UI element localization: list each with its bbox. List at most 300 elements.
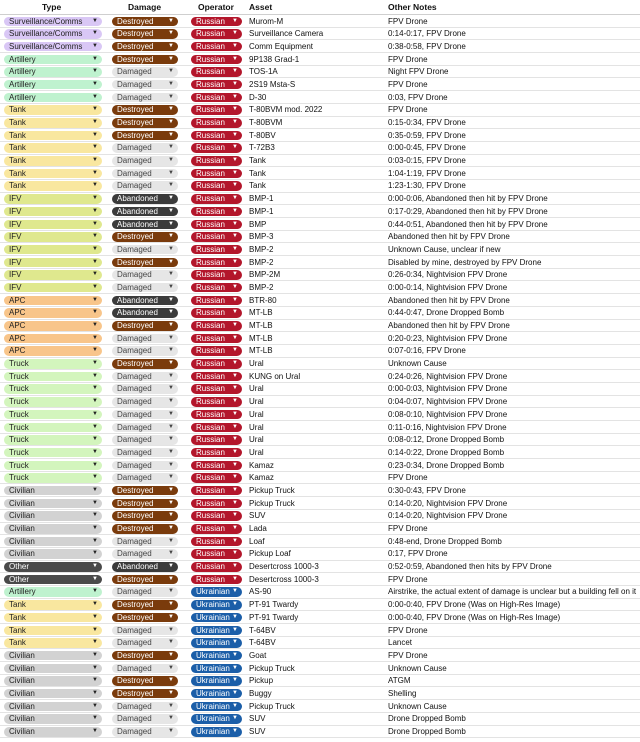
- type-dropdown[interactable]: [4, 80, 102, 90]
- type-dropdown[interactable]: [4, 220, 102, 230]
- type-dropdown[interactable]: [4, 397, 102, 407]
- asset-cell[interactable]: Ural: [249, 359, 264, 369]
- type-dropdown[interactable]: [4, 613, 102, 623]
- asset-cell[interactable]: Lada: [249, 524, 267, 533]
- damage-dropdown[interactable]: [112, 664, 178, 674]
- type-dropdown[interactable]: [4, 321, 102, 331]
- type-dropdown[interactable]: [4, 143, 102, 153]
- dropdown-arrow-icon[interactable]: ▼: [168, 461, 174, 468]
- dropdown-arrow-icon[interactable]: ▼: [168, 309, 174, 316]
- damage-dropdown[interactable]: [112, 207, 178, 217]
- asset-cell[interactable]: Loaf: [249, 536, 265, 546]
- notes-cell[interactable]: Abandoned then hit by FPV Drone: [388, 232, 510, 242]
- dropdown-arrow-icon[interactable]: ▼: [232, 689, 238, 696]
- dropdown-arrow-icon[interactable]: ▼: [92, 512, 98, 519]
- dropdown-arrow-icon[interactable]: ▼: [92, 296, 98, 303]
- dropdown-arrow-icon[interactable]: ▼: [92, 728, 98, 734]
- asset-cell[interactable]: Ural: [249, 409, 264, 419]
- operator-dropdown[interactable]: [191, 384, 242, 394]
- asset-cell[interactable]: Surveillance Camera: [249, 29, 324, 39]
- operator-dropdown[interactable]: [191, 423, 242, 433]
- notes-cell[interactable]: Disabled by mine, destroyed by FPV Drone: [388, 257, 542, 267]
- type-dropdown[interactable]: [4, 308, 102, 318]
- dropdown-arrow-icon[interactable]: ▼: [168, 601, 174, 608]
- damage-dropdown[interactable]: [112, 511, 178, 521]
- dropdown-arrow-icon[interactable]: ▼: [168, 689, 174, 696]
- dropdown-arrow-icon[interactable]: ▼: [168, 131, 174, 138]
- dropdown-arrow-icon[interactable]: ▼: [232, 651, 238, 658]
- dropdown-arrow-icon[interactable]: ▼: [92, 106, 98, 113]
- operator-dropdown[interactable]: [191, 549, 242, 559]
- damage-dropdown[interactable]: [112, 714, 178, 724]
- dropdown-arrow-icon[interactable]: ▼: [168, 245, 174, 252]
- dropdown-arrow-icon[interactable]: ▼: [168, 398, 174, 405]
- damage-dropdown[interactable]: [112, 17, 178, 27]
- dropdown-arrow-icon[interactable]: ▼: [92, 664, 98, 671]
- operator-dropdown[interactable]: [191, 67, 242, 77]
- dropdown-arrow-icon[interactable]: ▼: [92, 550, 98, 557]
- notes-cell[interactable]: 0:24-0:26, Nightvision FPV Drone: [388, 371, 508, 381]
- operator-dropdown[interactable]: [191, 80, 242, 90]
- notes-cell[interactable]: 0:08-0:12, Drone Dropped Bomb: [388, 435, 505, 445]
- type-dropdown[interactable]: [4, 524, 102, 534]
- dropdown-arrow-icon[interactable]: ▼: [92, 436, 98, 443]
- damage-dropdown[interactable]: [112, 676, 178, 686]
- damage-dropdown[interactable]: [112, 232, 178, 242]
- damage-dropdown[interactable]: [112, 245, 178, 255]
- dropdown-arrow-icon[interactable]: ▼: [232, 525, 238, 531]
- operator-dropdown[interactable]: [191, 397, 242, 407]
- damage-dropdown[interactable]: [112, 346, 178, 356]
- damage-dropdown[interactable]: [112, 258, 178, 268]
- asset-cell[interactable]: SUV: [249, 511, 266, 521]
- dropdown-arrow-icon[interactable]: ▼: [168, 550, 174, 557]
- operator-dropdown[interactable]: [191, 296, 242, 306]
- notes-cell[interactable]: 0:07-0:16, FPV Drone: [388, 346, 466, 356]
- dropdown-arrow-icon[interactable]: ▼: [232, 347, 238, 354]
- header-notes[interactable]: Other Notes: [388, 2, 437, 12]
- dropdown-arrow-icon[interactable]: ▼: [168, 677, 174, 684]
- dropdown-arrow-icon[interactable]: ▼: [92, 563, 98, 570]
- asset-cell[interactable]: Kamaz: [249, 473, 274, 483]
- damage-dropdown[interactable]: [112, 435, 178, 445]
- asset-cell[interactable]: 9P138 Grad-1: [249, 54, 300, 64]
- operator-dropdown[interactable]: [191, 232, 242, 242]
- type-dropdown[interactable]: [4, 105, 102, 115]
- notes-cell[interactable]: 0:48-end, Drone Dropped Bomb: [388, 536, 502, 546]
- damage-dropdown[interactable]: [112, 448, 178, 458]
- notes-cell[interactable]: Unknown Cause, unclear if new: [388, 244, 501, 254]
- asset-cell[interactable]: Ural: [249, 397, 264, 407]
- asset-cell[interactable]: Ural: [249, 447, 264, 457]
- dropdown-arrow-icon[interactable]: ▼: [92, 309, 98, 316]
- operator-dropdown[interactable]: [191, 131, 242, 141]
- damage-dropdown[interactable]: [112, 600, 178, 610]
- dropdown-arrow-icon[interactable]: ▼: [232, 499, 238, 506]
- dropdown-arrow-icon[interactable]: ▼: [92, 626, 98, 633]
- operator-dropdown[interactable]: [191, 194, 242, 204]
- header-damage[interactable]: Damage: [128, 2, 162, 12]
- dropdown-arrow-icon[interactable]: ▼: [168, 283, 174, 290]
- asset-cell[interactable]: Buggy: [249, 688, 272, 698]
- type-dropdown[interactable]: [4, 296, 102, 306]
- type-dropdown[interactable]: [4, 29, 102, 39]
- damage-dropdown[interactable]: [112, 308, 178, 318]
- damage-dropdown[interactable]: [112, 651, 178, 661]
- damage-dropdown[interactable]: [112, 181, 178, 191]
- notes-cell[interactable]: Unknown Cause: [388, 663, 447, 673]
- notes-cell[interactable]: 0:14-0:20, Nightvision FPV Drone: [388, 498, 508, 508]
- asset-cell[interactable]: MT-LB: [249, 308, 273, 318]
- asset-cell[interactable]: TOS-1A: [249, 67, 278, 77]
- dropdown-arrow-icon[interactable]: ▼: [92, 93, 98, 100]
- dropdown-arrow-icon[interactable]: ▼: [232, 157, 238, 164]
- dropdown-arrow-icon[interactable]: ▼: [232, 550, 238, 557]
- dropdown-arrow-icon[interactable]: ▼: [92, 461, 98, 468]
- operator-dropdown[interactable]: [191, 587, 242, 597]
- type-dropdown[interactable]: [4, 118, 102, 128]
- type-dropdown[interactable]: [4, 562, 102, 572]
- asset-cell[interactable]: T-80BV: [249, 130, 276, 140]
- asset-cell[interactable]: Pickup Truck: [249, 498, 295, 508]
- notes-cell[interactable]: Airstrike, the actual extent of damage is unclear but a building fell on it: [388, 587, 637, 597]
- operator-dropdown[interactable]: [191, 156, 242, 166]
- damage-dropdown[interactable]: [112, 80, 178, 90]
- dropdown-arrow-icon[interactable]: ▼: [232, 664, 238, 671]
- damage-dropdown[interactable]: [112, 702, 178, 712]
- operator-dropdown[interactable]: [191, 270, 242, 280]
- header-operator[interactable]: Operator: [198, 2, 234, 12]
- dropdown-arrow-icon[interactable]: ▼: [232, 195, 238, 202]
- damage-dropdown[interactable]: [112, 156, 178, 166]
- operator-dropdown[interactable]: [191, 169, 242, 179]
- dropdown-arrow-icon[interactable]: ▼: [92, 601, 98, 608]
- operator-dropdown[interactable]: [191, 334, 242, 344]
- dropdown-arrow-icon[interactable]: ▼: [168, 106, 174, 113]
- damage-dropdown[interactable]: [112, 220, 178, 230]
- dropdown-arrow-icon[interactable]: ▼: [168, 220, 174, 227]
- dropdown-arrow-icon[interactable]: ▼: [92, 499, 98, 506]
- operator-dropdown[interactable]: [191, 207, 242, 217]
- type-dropdown[interactable]: [4, 626, 102, 636]
- dropdown-arrow-icon[interactable]: ▼: [232, 423, 238, 430]
- damage-dropdown[interactable]: [112, 270, 178, 280]
- dropdown-arrow-icon[interactable]: ▼: [168, 17, 174, 24]
- asset-cell[interactable]: Pickup Truck: [249, 663, 295, 673]
- dropdown-arrow-icon[interactable]: ▼: [92, 360, 98, 367]
- damage-dropdown[interactable]: [112, 549, 178, 559]
- damage-dropdown[interactable]: [112, 105, 178, 115]
- notes-cell[interactable]: 0:17, FPV Drone: [388, 549, 448, 559]
- type-dropdown[interactable]: [4, 207, 102, 217]
- asset-cell[interactable]: Pickup Truck: [249, 485, 295, 495]
- dropdown-arrow-icon[interactable]: ▼: [92, 537, 98, 544]
- operator-dropdown[interactable]: [191, 575, 242, 585]
- header-asset[interactable]: Asset: [249, 2, 273, 12]
- notes-cell[interactable]: 0:44-0:47, Drone Dropped Bomb: [388, 308, 505, 318]
- damage-dropdown[interactable]: [112, 321, 178, 331]
- operator-dropdown[interactable]: [191, 461, 242, 471]
- type-dropdown[interactable]: [4, 651, 102, 661]
- notes-cell[interactable]: 0:20-0:23, Nightvision FPV Drone: [388, 333, 508, 343]
- dropdown-arrow-icon[interactable]: ▼: [92, 80, 98, 87]
- notes-cell[interactable]: FPV Drone: [388, 473, 428, 483]
- asset-cell[interactable]: SUV: [249, 727, 266, 736]
- damage-dropdown[interactable]: [112, 499, 178, 509]
- dropdown-arrow-icon[interactable]: ▼: [232, 245, 238, 252]
- operator-dropdown[interactable]: [191, 321, 242, 331]
- dropdown-arrow-icon[interactable]: ▼: [92, 372, 98, 379]
- dropdown-arrow-icon[interactable]: ▼: [92, 525, 98, 531]
- dropdown-arrow-icon[interactable]: ▼: [168, 271, 174, 278]
- dropdown-arrow-icon[interactable]: ▼: [92, 55, 98, 62]
- dropdown-arrow-icon[interactable]: ▼: [92, 157, 98, 164]
- damage-dropdown[interactable]: [112, 524, 178, 534]
- type-dropdown[interactable]: [4, 156, 102, 166]
- dropdown-arrow-icon[interactable]: ▼: [232, 537, 238, 544]
- dropdown-arrow-icon[interactable]: ▼: [92, 144, 98, 151]
- notes-cell[interactable]: 1:23-1:30, FPV Drone: [388, 181, 466, 191]
- dropdown-arrow-icon[interactable]: ▼: [168, 233, 174, 240]
- type-dropdown[interactable]: [4, 270, 102, 280]
- dropdown-arrow-icon[interactable]: ▼: [168, 296, 174, 303]
- damage-dropdown[interactable]: [112, 29, 178, 39]
- type-dropdown[interactable]: [4, 587, 102, 597]
- asset-cell[interactable]: BMP-2: [249, 282, 274, 292]
- dropdown-arrow-icon[interactable]: ▼: [232, 144, 238, 151]
- dropdown-arrow-icon[interactable]: ▼: [92, 119, 98, 125]
- type-dropdown[interactable]: [4, 499, 102, 509]
- dropdown-arrow-icon[interactable]: ▼: [92, 207, 98, 214]
- asset-cell[interactable]: PT-91 Twardy: [249, 612, 299, 622]
- type-dropdown[interactable]: [4, 486, 102, 496]
- operator-dropdown[interactable]: [191, 42, 242, 52]
- type-dropdown[interactable]: [4, 181, 102, 191]
- notes-cell[interactable]: 0:11-0:16, Nightvision FPV Drone: [388, 422, 507, 432]
- dropdown-arrow-icon[interactable]: ▼: [168, 410, 174, 417]
- dropdown-arrow-icon[interactable]: ▼: [232, 80, 238, 87]
- dropdown-arrow-icon[interactable]: ▼: [168, 639, 174, 646]
- asset-cell[interactable]: Goat: [249, 650, 267, 660]
- dropdown-arrow-icon[interactable]: ▼: [92, 271, 98, 278]
- notes-cell[interactable]: 0:14-0:20, Nightvision FPV Drone: [388, 511, 508, 521]
- operator-dropdown[interactable]: [191, 93, 242, 103]
- dropdown-arrow-icon[interactable]: ▼: [92, 588, 98, 595]
- type-dropdown[interactable]: [4, 245, 102, 255]
- type-dropdown[interactable]: [4, 676, 102, 686]
- damage-dropdown[interactable]: [112, 194, 178, 204]
- notes-cell[interactable]: FPV Drone: [388, 16, 428, 26]
- dropdown-arrow-icon[interactable]: ▼: [168, 157, 174, 164]
- type-dropdown[interactable]: [4, 423, 102, 433]
- dropdown-arrow-icon[interactable]: ▼: [92, 169, 98, 176]
- type-dropdown[interactable]: [4, 232, 102, 242]
- notes-cell[interactable]: Shelling: [388, 688, 417, 698]
- notes-cell[interactable]: 0:14-0:22, Drone Dropped Bomb: [388, 447, 505, 457]
- asset-cell[interactable]: Tank: [249, 181, 266, 191]
- dropdown-arrow-icon[interactable]: ▼: [168, 207, 174, 214]
- damage-dropdown[interactable]: [112, 359, 178, 369]
- dropdown-arrow-icon[interactable]: ▼: [232, 207, 238, 214]
- dropdown-arrow-icon[interactable]: ▼: [92, 30, 98, 37]
- damage-dropdown[interactable]: [112, 296, 178, 306]
- operator-dropdown[interactable]: [191, 499, 242, 509]
- dropdown-arrow-icon[interactable]: ▼: [92, 689, 98, 696]
- dropdown-arrow-icon[interactable]: ▼: [168, 436, 174, 443]
- dropdown-arrow-icon[interactable]: ▼: [92, 575, 98, 582]
- dropdown-arrow-icon[interactable]: ▼: [232, 182, 238, 189]
- dropdown-arrow-icon[interactable]: ▼: [232, 17, 238, 24]
- notes-cell[interactable]: Drone Dropped Bomb: [388, 727, 466, 736]
- operator-dropdown[interactable]: [191, 55, 242, 65]
- dropdown-arrow-icon[interactable]: ▼: [168, 80, 174, 87]
- notes-cell[interactable]: 0:52-0:59, Abandoned then hits by FPV Drone: [388, 562, 552, 572]
- asset-cell[interactable]: Tank: [249, 168, 266, 178]
- notes-cell[interactable]: Night FPV Drone: [388, 67, 449, 77]
- operator-dropdown[interactable]: [191, 651, 242, 661]
- damage-dropdown[interactable]: [112, 562, 178, 572]
- notes-cell[interactable]: 0:00-0:14, Nightvision FPV Drone: [388, 282, 508, 292]
- operator-dropdown[interactable]: [191, 638, 242, 648]
- dropdown-arrow-icon[interactable]: ▼: [168, 715, 174, 722]
- notes-cell[interactable]: 0:00-0:03, Nightvision FPV Drone: [388, 384, 508, 394]
- operator-dropdown[interactable]: [191, 676, 242, 686]
- dropdown-arrow-icon[interactable]: ▼: [92, 677, 98, 684]
- asset-cell[interactable]: BMP: [249, 219, 267, 229]
- dropdown-arrow-icon[interactable]: ▼: [232, 398, 238, 405]
- operator-dropdown[interactable]: [191, 372, 242, 382]
- dropdown-arrow-icon[interactable]: ▼: [92, 283, 98, 290]
- operator-dropdown[interactable]: [191, 105, 242, 115]
- asset-cell[interactable]: PT-91 Twardy: [249, 600, 299, 610]
- dropdown-arrow-icon[interactable]: ▼: [232, 233, 238, 240]
- type-dropdown[interactable]: [4, 17, 102, 27]
- operator-dropdown[interactable]: [191, 220, 242, 230]
- dropdown-arrow-icon[interactable]: ▼: [232, 55, 238, 62]
- dropdown-arrow-icon[interactable]: ▼: [92, 423, 98, 430]
- dropdown-arrow-icon[interactable]: ▼: [232, 474, 238, 481]
- dropdown-arrow-icon[interactable]: ▼: [92, 233, 98, 240]
- type-dropdown[interactable]: [4, 702, 102, 712]
- notes-cell[interactable]: 0:03-0:15, FPV Drone: [388, 156, 466, 166]
- notes-cell[interactable]: 0:23-0:34, Drone Dropped Bomb: [388, 460, 505, 470]
- type-dropdown[interactable]: [4, 283, 102, 293]
- damage-dropdown[interactable]: [112, 55, 178, 65]
- dropdown-arrow-icon[interactable]: ▼: [92, 398, 98, 405]
- notes-cell[interactable]: FPV Drone: [388, 650, 428, 660]
- dropdown-arrow-icon[interactable]: ▼: [168, 372, 174, 379]
- dropdown-arrow-icon[interactable]: ▼: [168, 728, 174, 734]
- asset-cell[interactable]: T-72B3: [249, 143, 275, 153]
- operator-dropdown[interactable]: [191, 118, 242, 128]
- dropdown-arrow-icon[interactable]: ▼: [168, 68, 174, 75]
- operator-dropdown[interactable]: [191, 714, 242, 724]
- operator-dropdown[interactable]: [191, 702, 242, 712]
- damage-dropdown[interactable]: [112, 461, 178, 471]
- dropdown-arrow-icon[interactable]: ▼: [232, 68, 238, 75]
- dropdown-arrow-icon[interactable]: ▼: [232, 461, 238, 468]
- dropdown-arrow-icon[interactable]: ▼: [232, 360, 238, 367]
- operator-dropdown[interactable]: [191, 727, 242, 737]
- dropdown-arrow-icon[interactable]: ▼: [92, 322, 98, 328]
- dropdown-arrow-icon[interactable]: ▼: [92, 17, 98, 24]
- asset-cell[interactable]: MT-LB: [249, 333, 273, 343]
- notes-cell[interactable]: ATGM: [388, 676, 411, 686]
- dropdown-arrow-icon[interactable]: ▼: [168, 626, 174, 633]
- notes-cell[interactable]: 0:17-0:29, Abandoned then hit by FPV Drone: [388, 206, 548, 216]
- dropdown-arrow-icon[interactable]: ▼: [168, 258, 174, 265]
- notes-cell[interactable]: 0:00-0:06, Abandoned then hit by FPV Drone: [388, 194, 548, 204]
- damage-dropdown[interactable]: [112, 410, 178, 420]
- notes-cell[interactable]: 1:04-1:19, FPV Drone: [388, 168, 466, 178]
- notes-cell[interactable]: 0:35-0:59, FPV Drone: [388, 130, 466, 140]
- damage-dropdown[interactable]: [112, 93, 178, 103]
- asset-cell[interactable]: Desertcross 1000-3: [249, 562, 319, 572]
- damage-dropdown[interactable]: [112, 537, 178, 547]
- dropdown-arrow-icon[interactable]: ▼: [92, 334, 98, 341]
- dropdown-arrow-icon[interactable]: ▼: [168, 42, 174, 49]
- damage-dropdown[interactable]: [112, 626, 178, 636]
- type-dropdown[interactable]: [4, 346, 102, 356]
- damage-dropdown[interactable]: [112, 486, 178, 496]
- dropdown-arrow-icon[interactable]: ▼: [168, 448, 174, 455]
- dropdown-arrow-icon[interactable]: ▼: [232, 334, 238, 341]
- type-dropdown[interactable]: [4, 638, 102, 648]
- dropdown-arrow-icon[interactable]: ▼: [232, 220, 238, 227]
- dropdown-arrow-icon[interactable]: ▼: [92, 715, 98, 722]
- type-dropdown[interactable]: [4, 93, 102, 103]
- notes-cell[interactable]: 0:00-0:40, FPV Drone (Was on High-Res Image): [388, 612, 561, 622]
- operator-dropdown[interactable]: [191, 524, 242, 534]
- notes-cell[interactable]: Unknown Cause: [388, 359, 447, 369]
- asset-cell[interactable]: BMP-3: [249, 232, 274, 242]
- dropdown-arrow-icon[interactable]: ▼: [232, 715, 238, 722]
- asset-cell[interactable]: T-64BV: [249, 638, 276, 648]
- dropdown-arrow-icon[interactable]: ▼: [92, 702, 98, 709]
- asset-cell[interactable]: Desertcross 1000-3: [249, 574, 319, 584]
- notes-cell[interactable]: 0:00-0:45, FPV Drone: [388, 143, 466, 153]
- operator-dropdown[interactable]: [191, 486, 242, 496]
- operator-dropdown[interactable]: [191, 448, 242, 458]
- notes-cell[interactable]: Abandoned then hit by FPV Drone: [388, 321, 510, 330]
- dropdown-arrow-icon[interactable]: ▼: [168, 385, 174, 392]
- dropdown-arrow-icon[interactable]: ▼: [92, 651, 98, 658]
- dropdown-arrow-icon[interactable]: ▼: [92, 258, 98, 265]
- notes-cell[interactable]: Drone Dropped Bomb: [388, 714, 466, 724]
- damage-dropdown[interactable]: [112, 143, 178, 153]
- operator-dropdown[interactable]: [191, 626, 242, 636]
- dropdown-arrow-icon[interactable]: ▼: [232, 677, 238, 684]
- notes-cell[interactable]: Abandoned then hit by FPV Drone: [388, 295, 510, 305]
- damage-dropdown[interactable]: [112, 587, 178, 597]
- notes-cell[interactable]: 0:26-0:34, Nightvision FPV Drone: [388, 270, 508, 280]
- notes-cell[interactable]: Lancet: [388, 638, 413, 648]
- dropdown-arrow-icon[interactable]: ▼: [168, 360, 174, 367]
- operator-dropdown[interactable]: [191, 181, 242, 191]
- dropdown-arrow-icon[interactable]: ▼: [232, 296, 238, 303]
- damage-dropdown[interactable]: [112, 575, 178, 585]
- asset-cell[interactable]: BMP-1: [249, 206, 274, 216]
- dropdown-arrow-icon[interactable]: ▼: [232, 385, 238, 392]
- type-dropdown[interactable]: [4, 714, 102, 724]
- dropdown-arrow-icon[interactable]: ▼: [92, 245, 98, 252]
- dropdown-arrow-icon[interactable]: ▼: [168, 423, 174, 430]
- dropdown-arrow-icon[interactable]: ▼: [232, 322, 238, 328]
- dropdown-arrow-icon[interactable]: ▼: [232, 271, 238, 278]
- dropdown-arrow-icon[interactable]: ▼: [232, 626, 238, 633]
- dropdown-arrow-icon[interactable]: ▼: [92, 639, 98, 646]
- asset-cell[interactable]: KUNG on Ural: [249, 371, 301, 381]
